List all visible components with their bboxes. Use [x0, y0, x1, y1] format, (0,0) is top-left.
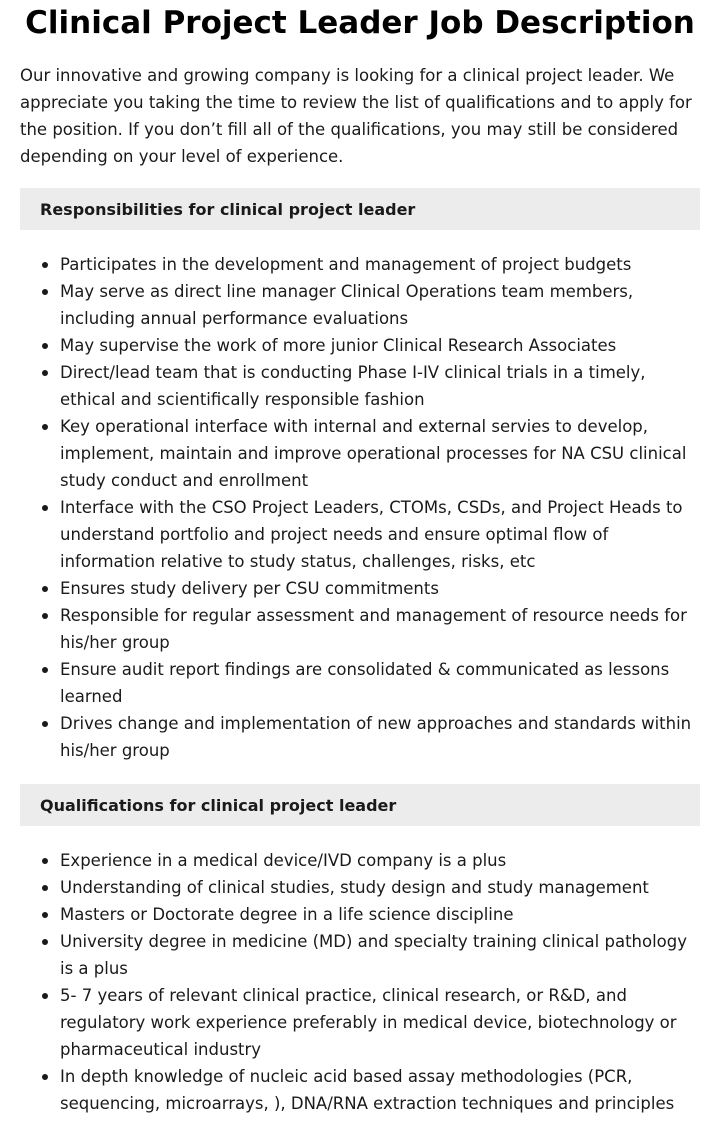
intro-paragraph: Our innovative and growing company is looking for a clinical project leader. We appreciate you taking the time to review the list of qualifications and to apply for the position. If you don’t fill all of the qualifications, you may still be considered depending on your level of experience. — [20, 66, 692, 166]
bullet-icon — [42, 721, 48, 727]
list-item-text: Understanding of clinical studies, study design and study management — [60, 878, 649, 897]
list-item — [20, 847, 700, 874]
qualifications-list — [20, 847, 700, 1117]
bullet-icon — [42, 613, 48, 619]
bullet-icon — [42, 343, 48, 349]
list-item-text: Drives change and implementation of new approaches and standards within his/her group — [60, 714, 692, 760]
list-item — [20, 874, 700, 901]
bullet-icon — [42, 993, 48, 999]
list-item-text: Key operational interface with internal and external servies to develop, implement, maintain and improve operational processes for NA CSU clinical study conduct and enrollment — [60, 417, 687, 490]
bullet-icon — [42, 586, 48, 592]
page-title: Clinical Project Leader Job Description — [25, 5, 695, 41]
list-item — [20, 901, 700, 928]
list-item-text: Masters or Doctorate degree in a life science discipline — [60, 905, 514, 924]
bullet-icon — [42, 370, 48, 376]
list-item-text: Ensures study delivery per CSU commitments — [60, 579, 439, 598]
bullet-icon — [42, 667, 48, 673]
list-item-text: Participates in the development and management of project budgets — [60, 255, 632, 274]
list-item — [20, 332, 700, 359]
responsibilities-heading: Responsibilities for clinical project leader — [20, 188, 700, 230]
bullet-icon — [42, 885, 48, 891]
list-item — [20, 494, 700, 575]
list-item — [20, 1063, 700, 1117]
list-item — [20, 710, 700, 764]
bullet-icon — [42, 1074, 48, 1080]
bullet-icon — [42, 858, 48, 864]
list-item — [20, 251, 700, 278]
bullet-icon — [42, 289, 48, 295]
list-item-text: May serve as direct line manager Clinical Operations team members, including annual performance evaluations — [60, 282, 634, 328]
list-item — [20, 575, 700, 602]
qualifications-heading: Qualifications for clinical project leader — [20, 784, 700, 826]
list-item-text: Direct/lead team that is conducting Phase I-IV clinical trials in a timely, ethical and scientifically responsible fashion — [60, 363, 646, 409]
bullet-icon — [42, 262, 48, 268]
bullet-icon — [42, 424, 48, 430]
responsibilities-list — [20, 251, 700, 764]
list-item — [20, 982, 700, 1063]
list-item-text: May supervise the work of more junior Clinical Research Associates — [60, 336, 617, 355]
list-item-text: Interface with the CSO Project Leaders, CTOMs, CSDs, and Project Heads to understand portfolio and project needs and ensure optimal flow of information relative to study status, challenges, risks, etc — [60, 498, 683, 571]
list-item — [20, 928, 700, 982]
list-item-text: Responsible for regular assessment and management of resource needs for his/her group — [60, 606, 687, 652]
list-item — [20, 602, 700, 656]
list-item-text: Experience in a medical device/IVD company is a plus — [60, 851, 507, 870]
bullet-icon — [42, 939, 48, 945]
list-item-text: University degree in medicine (MD) and specialty training clinical pathology is a plus — [60, 932, 688, 978]
list-item — [20, 656, 700, 710]
list-item-text: 5- 7 years of relevant clinical practice, clinical research, or R&D, and regulatory work experience preferably in medical device, biotechnology or pharmaceutical industry — [60, 986, 677, 1059]
bullet-icon — [42, 505, 48, 511]
list-item-text: Ensure audit report findings are consolidated & communicated as lessons learned — [60, 660, 670, 706]
bullet-icon — [42, 912, 48, 918]
list-item — [20, 359, 700, 413]
list-item — [20, 278, 700, 332]
list-item — [20, 413, 700, 494]
list-item-text: In depth knowledge of nucleic acid based assay methodologies (PCR, sequencing, microarrays, ), DNA/RNA extraction techniques and principles — [60, 1067, 675, 1113]
